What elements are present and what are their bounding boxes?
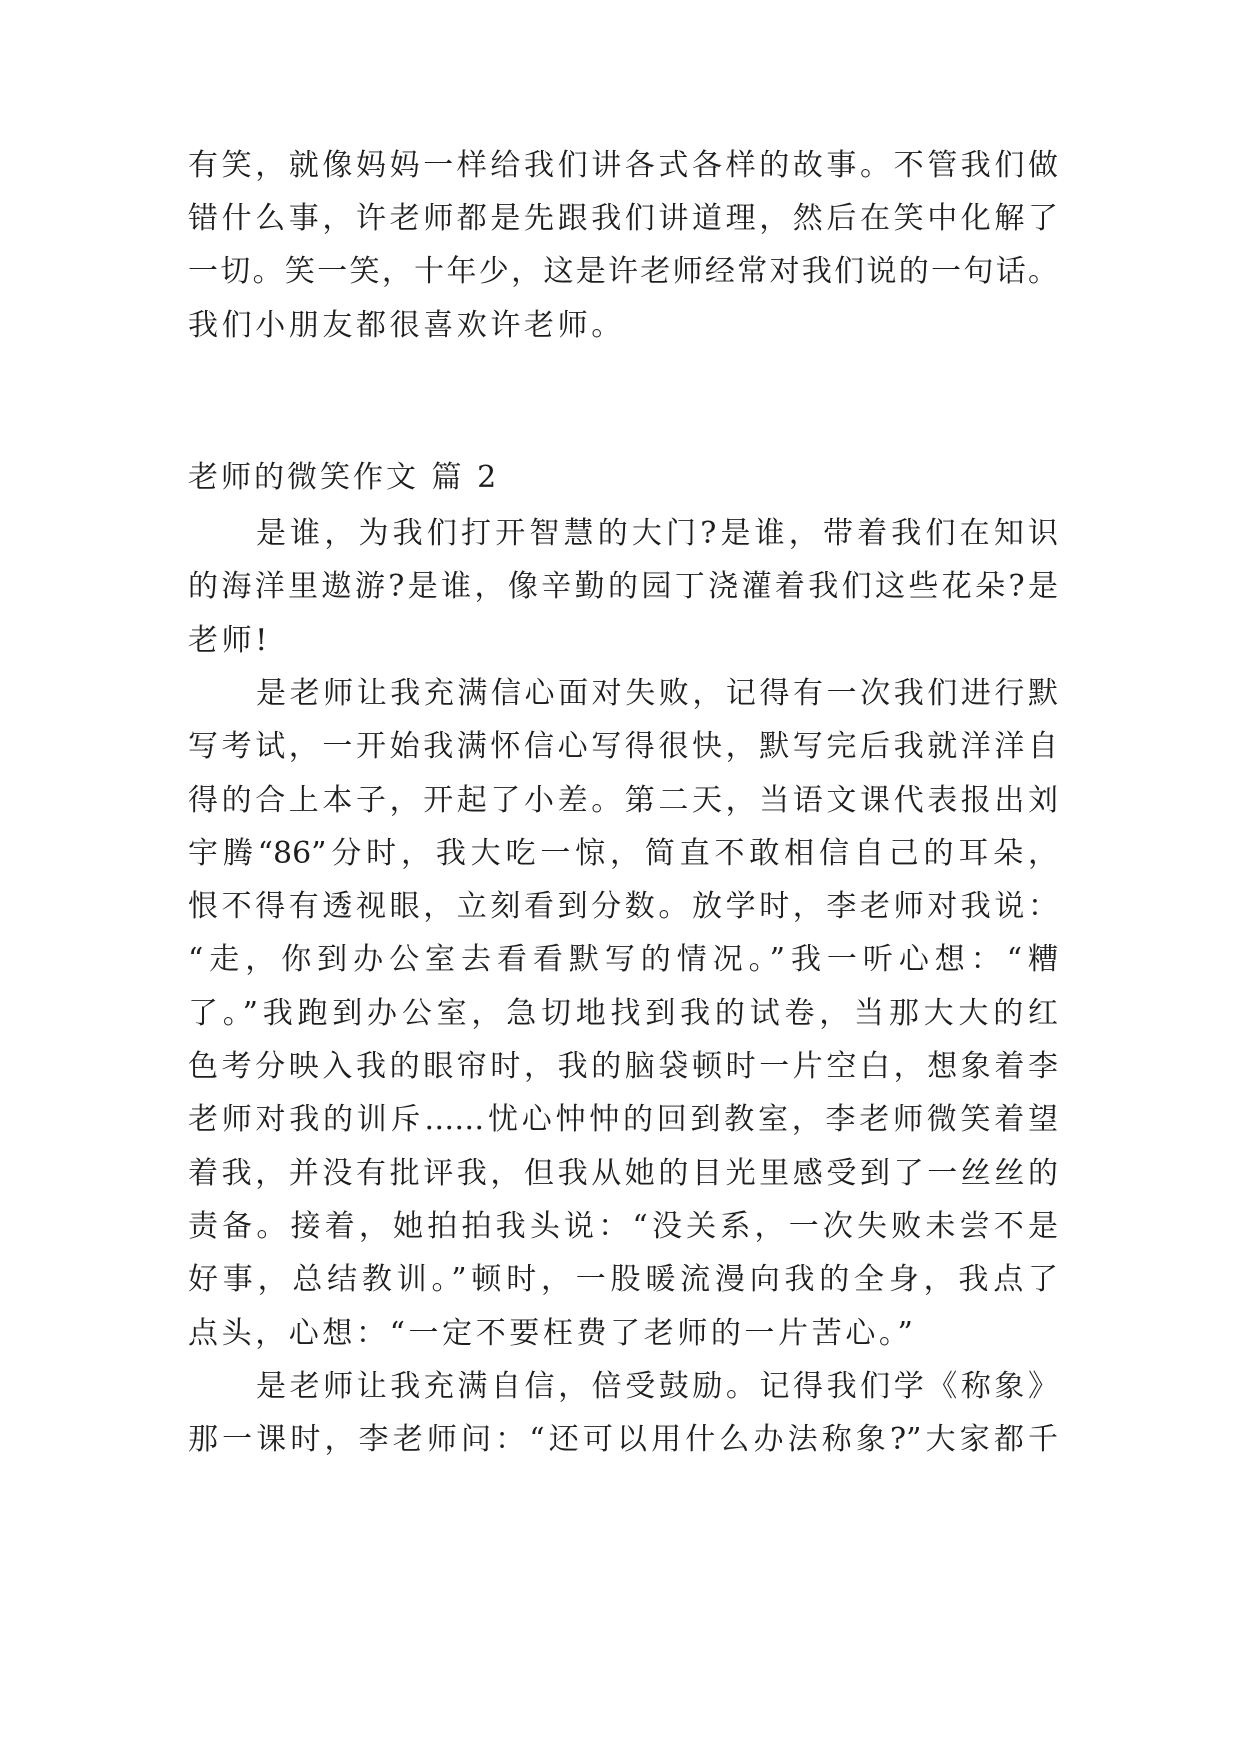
text-line: 是谁，为我们打开智慧的大门?是谁，带着我们在知识 xyxy=(256,516,1058,551)
text-line: 得的合上本子，开起了小差。第二天，当语文课代表报出刘 xyxy=(188,783,1058,818)
text-line: 好事，总结教训。”顿时，一股暖流漫向我的全身，我点了 xyxy=(188,1262,1058,1297)
text-line: 着我，并没有批评我，但我从她的目光里感受到了一丝丝的 xyxy=(188,1156,1058,1191)
text-line: 是老师让我充满信心面对失败，记得有一次我们进行默 xyxy=(256,676,1058,711)
text-line: 那一课时，李老师问：“还可以用什么办法称象?”大家都千 xyxy=(188,1422,1058,1457)
text-line: 恨不得有透视眼，立刻看到分数。放学时，李老师对我说： xyxy=(188,889,1058,924)
text-line: 错什么事，许老师都是先跟我们讲道理，然后在笑中化解了 xyxy=(188,201,1058,236)
text-line: 有笑，就像妈妈一样给我们讲各式各样的故事。不管我们做 xyxy=(188,148,1058,183)
text-line: 责备。接着，她拍拍我头说：“没关系，一次失败未尝不是 xyxy=(188,1209,1058,1244)
text-line: 点头，心想：“一定不要枉费了老师的一片苦心。” xyxy=(188,1316,917,1351)
section-title: 老师的微笑作文 篇 2 xyxy=(188,460,500,495)
text-line: 了。”我跑到办公室，急切地找到我的试卷，当那大大的红 xyxy=(188,996,1058,1031)
text-line: 一切。笑一笑，十年少，这是许老师经常对我们说的一句话。 xyxy=(188,254,1058,289)
text-line: 的海洋里遨游?是谁，像辛勤的园丁浇灌着我们这些花朵?是 xyxy=(188,569,1058,604)
text-line: 写考试，一开始我满怀信心写得很快，默写完后我就洋洋自 xyxy=(188,729,1058,764)
text-line: 老师! xyxy=(188,623,271,658)
text-line: 老师对我的训斥……忧心忡忡的回到教室，李老师微笑着望 xyxy=(188,1102,1058,1137)
text-line: 我们小朋友都很喜欢许老师。 xyxy=(188,308,625,343)
text-line: “走，你到办公室去看看默写的情况。”我一听心想：“糟 xyxy=(188,942,1058,977)
text-line: 色考分映入我的眼帘时，我的脑袋顿时一片空白，想象着李 xyxy=(188,1049,1058,1084)
text-line: 是老师让我充满自信，倍受鼓励。记得我们学《称象》 xyxy=(256,1369,1058,1404)
text-line: 宇腾“86”分时，我大吃一惊，简直不敢相信自己的耳朵， xyxy=(188,836,1058,871)
